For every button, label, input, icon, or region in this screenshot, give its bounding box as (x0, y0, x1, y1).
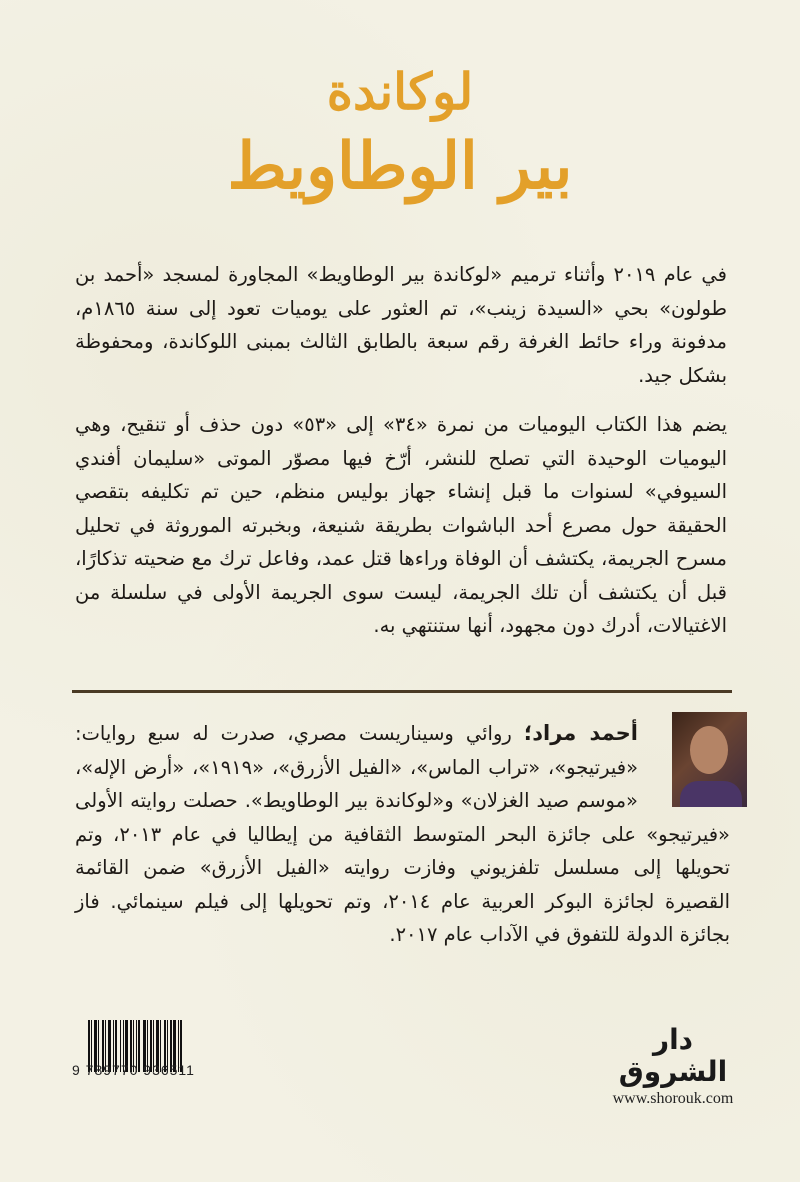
author-name: أحمد مراد؛ (523, 721, 638, 745)
title-line-1: لوكاندة (326, 62, 474, 121)
title-line-2: بير الوطاويط (227, 129, 573, 204)
author-bio-text: روائي وسيناريست مصري، صدرت له سبع روايات: «فيرتيجو»، «تراب الماس»، «الفيل الأزرق»، «١٩١٩»، «أرض الإله»، «موسم صيد الغزلان» و«لوكاندة بير الوطاويط». حصلت روايته الأولى «فيرتيجو» على جائزة البحر المتوسط الثقافية من إيطاليا في عام ٢٠١٣، وتم تحويلها إلى مسلسل تلفزيوني وفازت روايته «الفيل الأزرق» ضمن القائمة القصيرة لجائزة البوكر العربية عام ٢٠١٤، وتم تحويلها إلى فيلم سينمائي. فاز بجائزة الدولة للتفوق في الآداب عام ٢٠١٧. (75, 722, 730, 946)
section-divider (72, 690, 732, 693)
photo-spacer (638, 717, 730, 813)
publisher-url[interactable]: www.shorouk.com (612, 1090, 734, 1107)
publisher-logo: دار الشروق (618, 1023, 728, 1088)
synopsis-paragraph-1: في عام ٢٠١٩ وأثناء ترميم «لوكاندة بير الوطاويط» المجاورة لمسجد «أحمد بن طولون» بحي «السيدة زينب»، تم العثور على يوميات تعود إلى سنة ١٨٦٥م، مدفونة وراء حائط الغرفة رقم سبعة بالطابق الثالث بمبنى اللوكاندة، ومحفوظة بشكل جيد. (75, 263, 727, 387)
author-bio (75, 717, 730, 952)
publisher-block (598, 1024, 748, 1108)
isbn-number: 9 789770 936511 (72, 1062, 195, 1078)
synopsis-paragraph-2: يضم هذا الكتاب اليوميات من نمرة «٣٤» إلى «٥٣» دون حذف أو تنقيح، وهي اليوميات الوحيدة التي تصلح للنشر، أرّخ فيها مصوّر الموتى «سليمان أفندي السيوفي» لسنوات ما قبل إنشاء جهاز بوليس منظم، حين تم تكليفه بتقصي الحقيقة حول مصرع أحد الباشوات بطريقة شنيعة، وبخبرته الموروثة في تحليل مسرح الجريمة، يكتشف أن الوفاة وراءها قتل عمد، وفاعل ترك مع ضحيته تذكارًا، قبل أن يكتشف أن تلك الجريمة، ليست سوى الجريمة الأولى في سلسلة من الاغتيالات، أدرك دون مجهود، أنها ستنتهي به. (75, 413, 728, 637)
book-title (0, 58, 800, 208)
